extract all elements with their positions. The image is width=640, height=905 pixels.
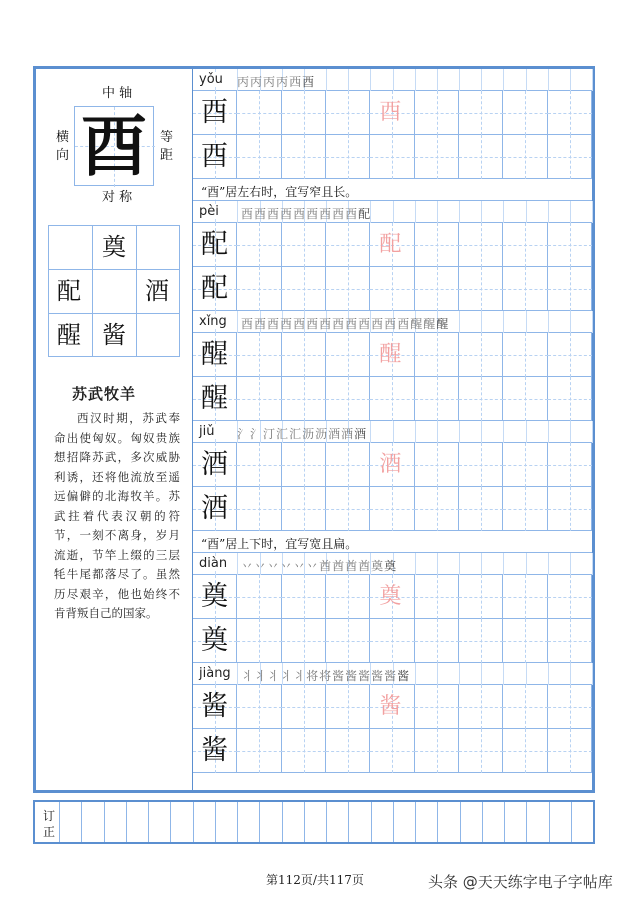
model-char: 配 (201, 273, 228, 304)
practice-cell[interactable] (548, 377, 592, 421)
stroke-order-row (193, 69, 592, 91)
practice-cell[interactable] (326, 223, 370, 267)
trace-char: 酉 (379, 100, 402, 125)
practice-cell[interactable] (237, 223, 281, 267)
practice-cell[interactable] (282, 135, 326, 179)
stroke-step: 酉 (306, 207, 319, 221)
example-bottom-right: 酱 (102, 321, 126, 349)
practice-cell[interactable] (237, 377, 281, 421)
stroke-step: 丷 (280, 559, 293, 573)
practice-cell[interactable] (548, 135, 592, 179)
practice-cell[interactable] (326, 267, 370, 311)
practice-cell[interactable] (237, 685, 281, 729)
practice-cell[interactable] (415, 443, 459, 487)
practice-cell[interactable] (326, 487, 370, 531)
stroke-order-row (193, 421, 592, 443)
stroke-step: 丙 (237, 75, 250, 89)
practice-line (193, 91, 592, 135)
practice-cell[interactable] (282, 575, 326, 619)
correction-cell[interactable] (437, 802, 459, 842)
correction-cell[interactable] (282, 802, 304, 842)
correction-cell[interactable] (393, 802, 415, 842)
stroke-order-row (193, 663, 592, 685)
practice-cell[interactable] (237, 575, 281, 619)
practice-cell[interactable] (459, 487, 503, 531)
stroke-step: 酉 (254, 317, 267, 331)
left-axis-label-2: 向 (56, 148, 70, 163)
correction-cell[interactable] (104, 802, 126, 842)
correction-cell[interactable] (259, 802, 281, 842)
stroke-sequence (237, 73, 315, 90)
correction-cell[interactable] (170, 802, 192, 842)
practice-cell[interactable] (237, 135, 281, 179)
practice-cell[interactable] (282, 685, 326, 729)
stroke-step: 汇 (289, 427, 302, 441)
practice-cell[interactable] (415, 685, 459, 729)
stroke-step: 丷 (293, 559, 306, 573)
practice-cell[interactable] (370, 729, 414, 773)
correction-cell[interactable] (415, 802, 437, 842)
practice-cell[interactable] (326, 91, 370, 135)
practice-cell[interactable] (503, 729, 547, 773)
practice-cell[interactable] (548, 267, 592, 311)
practice-cell[interactable] (548, 333, 592, 377)
stroke-step: 酱 (397, 669, 410, 683)
practice-line (193, 267, 592, 311)
practice-cell[interactable] (503, 685, 547, 729)
stroke-step: 西 (289, 75, 302, 89)
practice-cell[interactable] (326, 333, 370, 377)
practice-cell[interactable] (459, 377, 503, 421)
stroke-step: 酉 (332, 317, 345, 331)
model-char: 酒 (201, 449, 228, 480)
practice-cell[interactable] (370, 267, 414, 311)
stroke-sequence (237, 425, 367, 442)
correction-cell[interactable] (549, 802, 571, 842)
practice-line (193, 223, 592, 267)
stroke-step: 酉 (319, 317, 332, 331)
model-char: 奠 (201, 581, 228, 612)
stroke-step: 酉 (280, 317, 293, 331)
stroke-sequence (241, 205, 371, 222)
model-char: 酱 (201, 735, 228, 766)
practice-cell[interactable] (548, 619, 592, 663)
correction-cell[interactable] (81, 802, 103, 842)
practice-cell[interactable] (415, 135, 459, 179)
main-char: 酉 (81, 107, 147, 185)
stroke-step: 酱 (332, 669, 345, 683)
practice-cell[interactable] (459, 333, 503, 377)
practice-cell[interactable] (503, 223, 547, 267)
correction-cell[interactable] (148, 802, 170, 842)
left-axis-label-1: 横 (56, 130, 70, 145)
practice-cell[interactable] (282, 223, 326, 267)
correction-cell[interactable] (371, 802, 393, 842)
page-number: 第112页/共117页 (266, 873, 364, 887)
model-char: 酒 (201, 493, 228, 524)
trace-char: 奠 (379, 584, 402, 609)
practice-cell[interactable] (326, 575, 370, 619)
practice-cell[interactable] (415, 729, 459, 773)
practice-cell[interactable] (237, 333, 281, 377)
stroke-step: 丙 (263, 75, 276, 89)
stroke-step: 沥 (302, 427, 315, 441)
practice-cell[interactable] (503, 377, 547, 421)
pinyin: jiǔ (199, 424, 215, 439)
model-char: 酉 (201, 141, 228, 172)
practice-cell[interactable] (282, 487, 326, 531)
practice-cell[interactable] (370, 619, 414, 663)
stroke-step: 酉 (254, 207, 267, 221)
correction-cell[interactable] (526, 802, 548, 842)
writing-tip-text: “酉”居左右时，宜写窄且长。 (201, 185, 358, 199)
correction-cell[interactable] (193, 802, 215, 842)
practice-cell[interactable] (459, 619, 503, 663)
practice-cell[interactable] (459, 223, 503, 267)
practice-cell[interactable] (282, 267, 326, 311)
top-axis-label: 中 轴 (102, 86, 133, 101)
correction-cell[interactable] (215, 802, 237, 842)
practice-cell[interactable] (548, 685, 592, 729)
stroke-step: 酉 (345, 207, 358, 221)
writing-tip (193, 179, 592, 201)
trace-char: 醒 (379, 342, 402, 367)
stroke-step: 配 (358, 207, 371, 221)
stroke-sequence (241, 557, 397, 574)
practice-cell[interactable] (548, 91, 592, 135)
practice-sheet (33, 66, 595, 793)
correction-cell[interactable] (482, 802, 504, 842)
practice-cell[interactable] (237, 443, 281, 487)
structure-diagram (36, 69, 192, 219)
stroke-order-row (193, 311, 592, 333)
stroke-step: 汇 (276, 427, 289, 441)
practice-cell[interactable] (237, 619, 281, 663)
example-right: 酒 (145, 277, 169, 305)
stroke-step: 丬 (254, 669, 267, 683)
stroke-step: 丷 (241, 559, 254, 573)
right-axis-label-1: 等 (160, 130, 174, 145)
practice-line (193, 377, 592, 421)
stroke-step: 酋 (332, 559, 345, 573)
practice-cell[interactable] (503, 619, 547, 663)
practice-cell[interactable] (282, 443, 326, 487)
practice-cell[interactable] (459, 267, 503, 311)
stroke-step: 酉 (241, 317, 254, 331)
main-char-box (74, 106, 154, 186)
correction-cell[interactable] (571, 802, 593, 842)
practice-cell[interactable] (503, 575, 547, 619)
stroke-step: 氵 (237, 427, 250, 441)
stroke-step: 丬 (267, 669, 280, 683)
stroke-step: 丬 (280, 669, 293, 683)
stroke-sequence (241, 315, 449, 332)
stroke-step: 奠 (384, 559, 397, 573)
stroke-step: 醒 (410, 317, 423, 331)
trace-char: 酱 (379, 694, 402, 719)
stroke-step: 酒 (341, 427, 354, 441)
practice-line (193, 619, 592, 663)
stroke-order-row (193, 553, 592, 575)
stroke-step: 酱 (384, 669, 397, 683)
practice-cell[interactable] (548, 443, 592, 487)
correction-cell[interactable] (126, 802, 148, 842)
example-left: 配 (57, 277, 81, 305)
correction-cell[interactable] (460, 802, 482, 842)
practice-cell[interactable] (282, 377, 326, 421)
practice-line (193, 443, 592, 487)
practice-cell[interactable] (459, 729, 503, 773)
practice-cell[interactable] (282, 91, 326, 135)
stroke-step: 丬 (241, 669, 254, 683)
practice-line (193, 135, 592, 179)
practice-cell[interactable] (370, 377, 414, 421)
stroke-step: 沥 (315, 427, 328, 441)
example-bottom-left: 醒 (57, 321, 81, 349)
pinyin: yǒu (199, 72, 223, 87)
stroke-step: 酱 (345, 669, 358, 683)
practice-cell[interactable] (415, 333, 459, 377)
story-title: 苏武牧羊 (72, 385, 137, 403)
stroke-step: 将 (306, 669, 319, 683)
stroke-step: 丷 (306, 559, 319, 573)
practice-cell[interactable] (237, 487, 281, 531)
pinyin: pèi (199, 204, 219, 219)
practice-cell[interactable] (459, 135, 503, 179)
stroke-step: 酉 (319, 207, 332, 221)
stroke-order-row (193, 201, 592, 223)
stroke-step: 酒 (354, 427, 367, 441)
stroke-step: 酋 (358, 559, 371, 573)
stroke-step: 酉 (302, 75, 315, 89)
correction-label-2: 正 (43, 825, 56, 839)
writing-tip (193, 531, 592, 553)
correction-label-1: 订 (43, 809, 56, 823)
stroke-step: 醒 (423, 317, 436, 331)
model-char: 酉 (201, 97, 228, 128)
practice-line (193, 333, 592, 377)
practice-cell[interactable] (326, 619, 370, 663)
model-char: 醒 (201, 383, 228, 414)
stroke-step: 酋 (345, 559, 358, 573)
correction-cell[interactable] (59, 802, 81, 842)
stroke-step: 酱 (358, 669, 371, 683)
practice-line (193, 729, 592, 773)
stroke-step: 酉 (267, 317, 280, 331)
model-char: 醒 (201, 339, 228, 370)
practice-cell[interactable] (326, 135, 370, 179)
trace-char: 配 (379, 232, 402, 257)
practice-cell[interactable] (282, 333, 326, 377)
pinyin: jiàng (199, 666, 231, 681)
practice-cell[interactable] (415, 91, 459, 135)
practice-line (193, 685, 592, 729)
correction-cell[interactable] (504, 802, 526, 842)
practice-cell[interactable] (282, 729, 326, 773)
stroke-step: 丷 (267, 559, 280, 573)
pinyin: diàn (199, 556, 228, 571)
right-axis-label-2: 距 (160, 148, 174, 163)
trace-char: 酒 (379, 452, 402, 477)
stroke-step: 酉 (384, 317, 397, 331)
practice-cell[interactable] (237, 91, 281, 135)
practice-cell[interactable] (503, 487, 547, 531)
stroke-step: 汀 (263, 427, 276, 441)
practice-cell[interactable] (503, 135, 547, 179)
practice-line (193, 487, 592, 531)
model-char: 奠 (201, 625, 228, 656)
example-top: 奠 (102, 233, 126, 261)
practice-cell[interactable] (237, 729, 281, 773)
stroke-step: 氵 (250, 427, 263, 441)
practice-cell[interactable] (503, 443, 547, 487)
practice-cell[interactable] (415, 223, 459, 267)
practice-cell[interactable] (459, 91, 503, 135)
stroke-step: 酉 (371, 317, 384, 331)
stroke-step: 酉 (306, 317, 319, 331)
stroke-step: 丙 (276, 75, 289, 89)
stroke-step: 酉 (293, 207, 306, 221)
practice-area (193, 69, 592, 787)
practice-cell[interactable] (326, 443, 370, 487)
practice-cell[interactable] (548, 575, 592, 619)
correction-cell[interactable] (237, 802, 259, 842)
stroke-step: 酉 (241, 207, 254, 221)
practice-cell[interactable] (548, 729, 592, 773)
stroke-step: 酋 (319, 559, 332, 573)
stroke-step: 酉 (280, 207, 293, 221)
practice-cell[interactable] (503, 91, 547, 135)
practice-cell[interactable] (503, 333, 547, 377)
practice-cell[interactable] (459, 443, 503, 487)
stroke-step: 酉 (397, 317, 410, 331)
stroke-step: 酉 (345, 317, 358, 331)
practice-cell[interactable] (326, 685, 370, 729)
practice-cell[interactable] (415, 619, 459, 663)
model-char: 酱 (201, 691, 228, 722)
model-char: 配 (201, 229, 228, 260)
practice-cell[interactable] (370, 135, 414, 179)
practice-cell[interactable] (459, 685, 503, 729)
correction-strip (33, 800, 595, 844)
practice-cell[interactable] (503, 267, 547, 311)
stroke-step: 丙 (250, 75, 263, 89)
practice-line (193, 575, 592, 619)
practice-cell[interactable] (415, 267, 459, 311)
correction-cell[interactable] (326, 802, 348, 842)
pinyin: xǐng (199, 314, 227, 329)
stroke-step: 奠 (371, 559, 384, 573)
stroke-step: 酉 (358, 317, 371, 331)
example-grid (48, 225, 180, 357)
stroke-step: 丬 (293, 669, 306, 683)
practice-cell[interactable] (326, 729, 370, 773)
practice-cell[interactable] (459, 575, 503, 619)
correction-cell[interactable] (304, 802, 326, 842)
stroke-step: 酉 (267, 207, 280, 221)
practice-cell[interactable] (415, 575, 459, 619)
stroke-step: 酒 (328, 427, 341, 441)
story-text: 西汉时期，苏武奉命出使匈奴。匈奴贵族想招降苏武，多次威胁利诱，还将他流放至遥远偏僻的北海牧羊。苏武拄着代表汉朝的符节，一刻不离身，岁月流逝，节竿上缀的三层牦牛尾都落尽了。虽然历尽艰辛，他也始终不肯背叛自己的国家。 (54, 411, 180, 620)
correction-cell[interactable] (348, 802, 370, 842)
stroke-step: 酉 (293, 317, 306, 331)
stroke-step: 醒 (436, 317, 449, 331)
practice-cell[interactable] (548, 223, 592, 267)
stroke-step: 将 (319, 669, 332, 683)
practice-cell[interactable] (370, 487, 414, 531)
writing-tip-text: “酉”居上下时，宜写宽且扁。 (201, 537, 358, 551)
stroke-step: 丷 (254, 559, 267, 573)
stroke-step: 酉 (332, 207, 345, 221)
watermark: 头条 @天天练字电子字帖库 (428, 873, 613, 891)
practice-cell[interactable] (415, 377, 459, 421)
stroke-step: 酱 (371, 669, 384, 683)
practice-cell[interactable] (282, 619, 326, 663)
practice-cell[interactable] (326, 377, 370, 421)
bottom-axis-label: 对 称 (102, 190, 133, 205)
practice-cell[interactable] (237, 267, 281, 311)
practice-cell[interactable] (415, 487, 459, 531)
stroke-sequence (241, 667, 410, 684)
practice-cell[interactable] (548, 487, 592, 531)
